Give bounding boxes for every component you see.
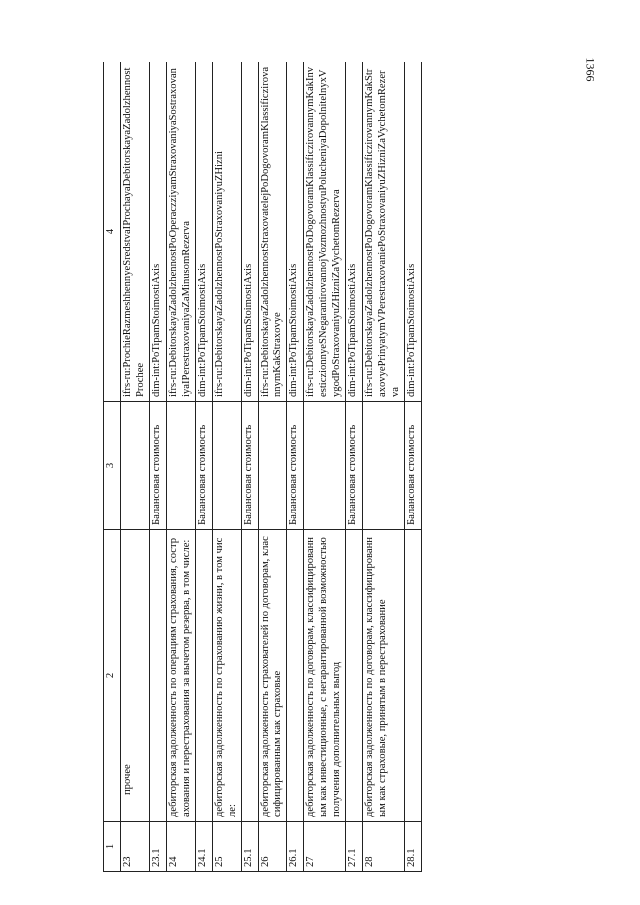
row-description: прочее xyxy=(121,530,150,822)
header-col-3: 3 xyxy=(104,402,121,530)
table-row xyxy=(212,62,241,872)
row-value-type: Балансовая стоимость xyxy=(149,402,166,530)
row-number: 23 xyxy=(121,822,150,872)
table-row xyxy=(287,62,304,872)
row-description: дебиторская задолженность по договорам, классифицированным как страховые, принятым в перестрахование xyxy=(363,530,405,822)
row-description: дебиторская задолженность по страхованию жизни, в том числе: xyxy=(212,530,241,822)
row-number: 26 xyxy=(258,822,287,872)
table-row xyxy=(195,62,212,872)
row-number: 28.1 xyxy=(404,822,421,872)
row-number: 23.1 xyxy=(149,822,166,872)
table-row xyxy=(241,62,258,872)
row-description: дебиторская задолженность по договорам, классифицированным как инвестиционные, с негарантированной возможностью получения дополнительных выгод xyxy=(304,530,346,822)
row-description xyxy=(241,530,258,822)
row-number: 24.1 xyxy=(195,822,212,872)
row-description xyxy=(149,530,166,822)
table-row xyxy=(258,62,287,872)
row-description xyxy=(404,530,421,822)
row-number: 27.1 xyxy=(346,822,363,872)
table-row xyxy=(121,62,150,872)
rotated-content xyxy=(103,62,529,872)
row-value-type xyxy=(363,402,405,530)
table-row xyxy=(346,62,363,872)
row-value-type xyxy=(258,402,287,530)
row-code: ifrs-ru:DebitorskayaZadolzhennostPoOperaczziyamStraxovaniyaSostraxovaniyaIPerestraxovaniyaZaMinusomRezerva xyxy=(166,62,195,402)
row-code: dim-int:PoTipamStoimostiAxis xyxy=(287,62,304,402)
header-row xyxy=(104,62,121,872)
row-value-type: Балансовая стоимость xyxy=(287,402,304,530)
row-number: 26.1 xyxy=(287,822,304,872)
table-row xyxy=(149,62,166,872)
table-row xyxy=(363,62,405,872)
row-number: 25 xyxy=(212,822,241,872)
header-col-1: 1 xyxy=(104,822,121,872)
row-code: ifrs-ru:DebitorskayaZadolzhennostPoStraxovaniyuZHizni xyxy=(212,62,241,402)
row-code: dim-int:PoTipamStoimostiAxis xyxy=(149,62,166,402)
table-row xyxy=(404,62,421,872)
row-code: ifrs-ru:ProchieRazmeshhennyeSredstvaIProchayaDebitorskayaZadolzhennostProchee xyxy=(121,62,150,402)
row-description xyxy=(195,530,212,822)
row-description: дебиторская задолженность по операциям страхования, сострахования и перестрахования за вычетом резерва, в том числе: xyxy=(166,530,195,822)
row-code: ifrs-ru:DebitorskayaZadolzhennostPoDogovoramKlassificzirovannymKakStraxovyePrinyatymVPerestraxovaniePoStraxovaniyuZHizniZaVychetomRezerva xyxy=(363,62,405,402)
table-row xyxy=(304,62,346,872)
row-number: 25.1 xyxy=(241,822,258,872)
row-code: ifrs-ru:DebitorskayaZadolzhennostPoDogovoramKlassificzirovannymKakInvesticzionnyeSNegarantirovannojVozmozhnostyuPolucheniyaDopolnitelnyxVygodPoStraxovaniyuZHizniZaVychetomRezerva xyxy=(304,62,346,402)
row-value-type xyxy=(166,402,195,530)
row-description: дебиторская задолженность страхователей по договорам, классифицированным как страховые xyxy=(258,530,287,822)
row-description xyxy=(346,530,363,822)
table-row xyxy=(166,62,195,872)
row-value-type: Балансовая стоимость xyxy=(346,402,363,530)
row-code: dim-int:PoTipamStoimostiAxis xyxy=(195,62,212,402)
rotated-page xyxy=(103,62,529,872)
row-value-type xyxy=(212,402,241,530)
row-value-type: Балансовая стоимость xyxy=(404,402,421,530)
row-code: dim-int:PoTipamStoimostiAxis xyxy=(404,62,421,402)
row-number: 28 xyxy=(363,822,405,872)
header-col-4: 4 xyxy=(104,62,121,402)
row-number: 24 xyxy=(166,822,195,872)
row-code: dim-int:PoTipamStoimostiAxis xyxy=(241,62,258,402)
row-value-type xyxy=(121,402,150,530)
page-number: 1366 xyxy=(583,57,598,82)
row-value-type xyxy=(304,402,346,530)
taxonomy-table xyxy=(103,62,422,872)
row-code: dim-int:PoTipamStoimostiAxis xyxy=(346,62,363,402)
row-description xyxy=(287,530,304,822)
header-col-2: 2 xyxy=(104,530,121,822)
row-value-type: Балансовая стоимость xyxy=(195,402,212,530)
row-value-type: Балансовая стоимость xyxy=(241,402,258,530)
row-number: 27 xyxy=(304,822,346,872)
row-code: ifrs-ru:DebitorskayaZadolzhennostStraxovatelejPoDogovoramKlassificzirovannymKakStraxovye xyxy=(258,62,287,402)
